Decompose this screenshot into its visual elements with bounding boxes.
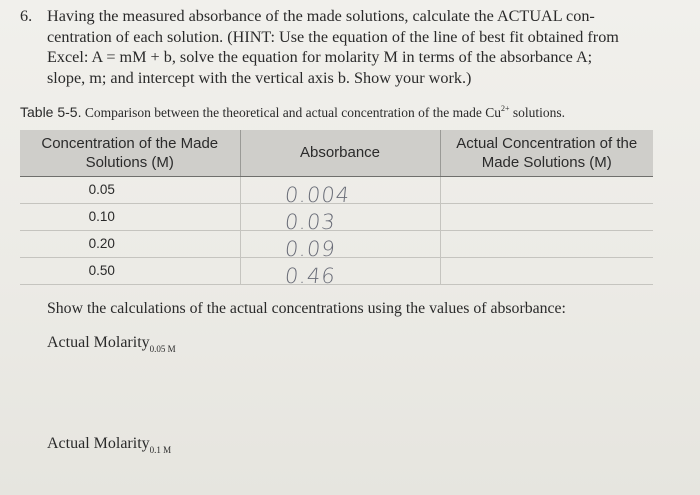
cell-absorbance[interactable] bbox=[240, 257, 440, 288]
handwritten-absorbance: 0.03 bbox=[283, 209, 337, 234]
cell-concentration: 0.10 bbox=[20, 203, 240, 230]
question-line-2: centration of each solution. (HINT: Use the equation of the line of best fit obtained from bbox=[47, 27, 619, 46]
caption-text: Comparison between the theoretical and actual concentration of the made Cu bbox=[84, 105, 501, 120]
molarity-subscript: 0.05 M bbox=[149, 344, 176, 354]
cell-actual-concentration[interactable] bbox=[440, 230, 653, 257]
table-row bbox=[20, 176, 653, 203]
caption-superscript: 2+ bbox=[500, 104, 510, 113]
cell-concentration: 0.50 bbox=[20, 257, 240, 284]
header-concentration: Concentration of the Made Solutions (M) bbox=[20, 130, 240, 176]
cell-actual-concentration[interactable] bbox=[440, 176, 653, 203]
cell-absorbance[interactable] bbox=[240, 230, 440, 261]
question-line-4: slope, m; and intercept with the vertical axis b. Show your work.) bbox=[47, 68, 472, 87]
handwritten-absorbance: 0.09 bbox=[283, 236, 337, 261]
concentration-table bbox=[20, 130, 653, 292]
question-line-1: Having the measured absorbance of the made solutions, calculate the ACTUAL con- bbox=[47, 7, 595, 25]
cell-absorbance[interactable] bbox=[240, 176, 440, 207]
header-absorbance: Absorbance bbox=[240, 130, 440, 176]
table-header-row bbox=[20, 130, 653, 176]
actual-molarity-0-1 bbox=[47, 435, 171, 455]
caption-suffix: solutions. bbox=[509, 105, 565, 120]
molarity-label: Actual Molarity bbox=[47, 435, 150, 452]
table-row bbox=[20, 230, 653, 257]
handwritten-absorbance: 0.004 bbox=[283, 182, 351, 207]
instruction-text: Show the calculations of the actual concentrations using the values of absorbance: bbox=[47, 300, 566, 317]
question-line-3: Excel: A = mM + b, solve the equation for molarity M in terms of the absorbance A; bbox=[47, 48, 593, 66]
table-caption bbox=[20, 104, 670, 121]
molarity-label: Actual Molarity bbox=[47, 334, 150, 351]
table-label: Table 5-5. bbox=[20, 104, 82, 120]
cell-actual-concentration[interactable] bbox=[440, 203, 653, 230]
question-6 bbox=[20, 6, 670, 88]
cell-actual-concentration[interactable] bbox=[440, 257, 653, 284]
cell-concentration: 0.20 bbox=[20, 230, 240, 257]
actual-molarity-0-05 bbox=[47, 334, 176, 354]
table-row bbox=[20, 257, 653, 284]
question-number: 6. bbox=[20, 7, 33, 25]
table-row bbox=[20, 203, 653, 230]
handwritten-absorbance: 0.46 bbox=[283, 263, 337, 288]
cell-concentration: 0.05 bbox=[20, 176, 240, 203]
question-text bbox=[47, 6, 670, 88]
molarity-subscript: 0.1 M bbox=[149, 445, 172, 455]
header-actual-concentration: Actual Concentration of the Made Solutions (M) bbox=[440, 130, 653, 176]
cell-absorbance[interactable] bbox=[240, 203, 440, 234]
